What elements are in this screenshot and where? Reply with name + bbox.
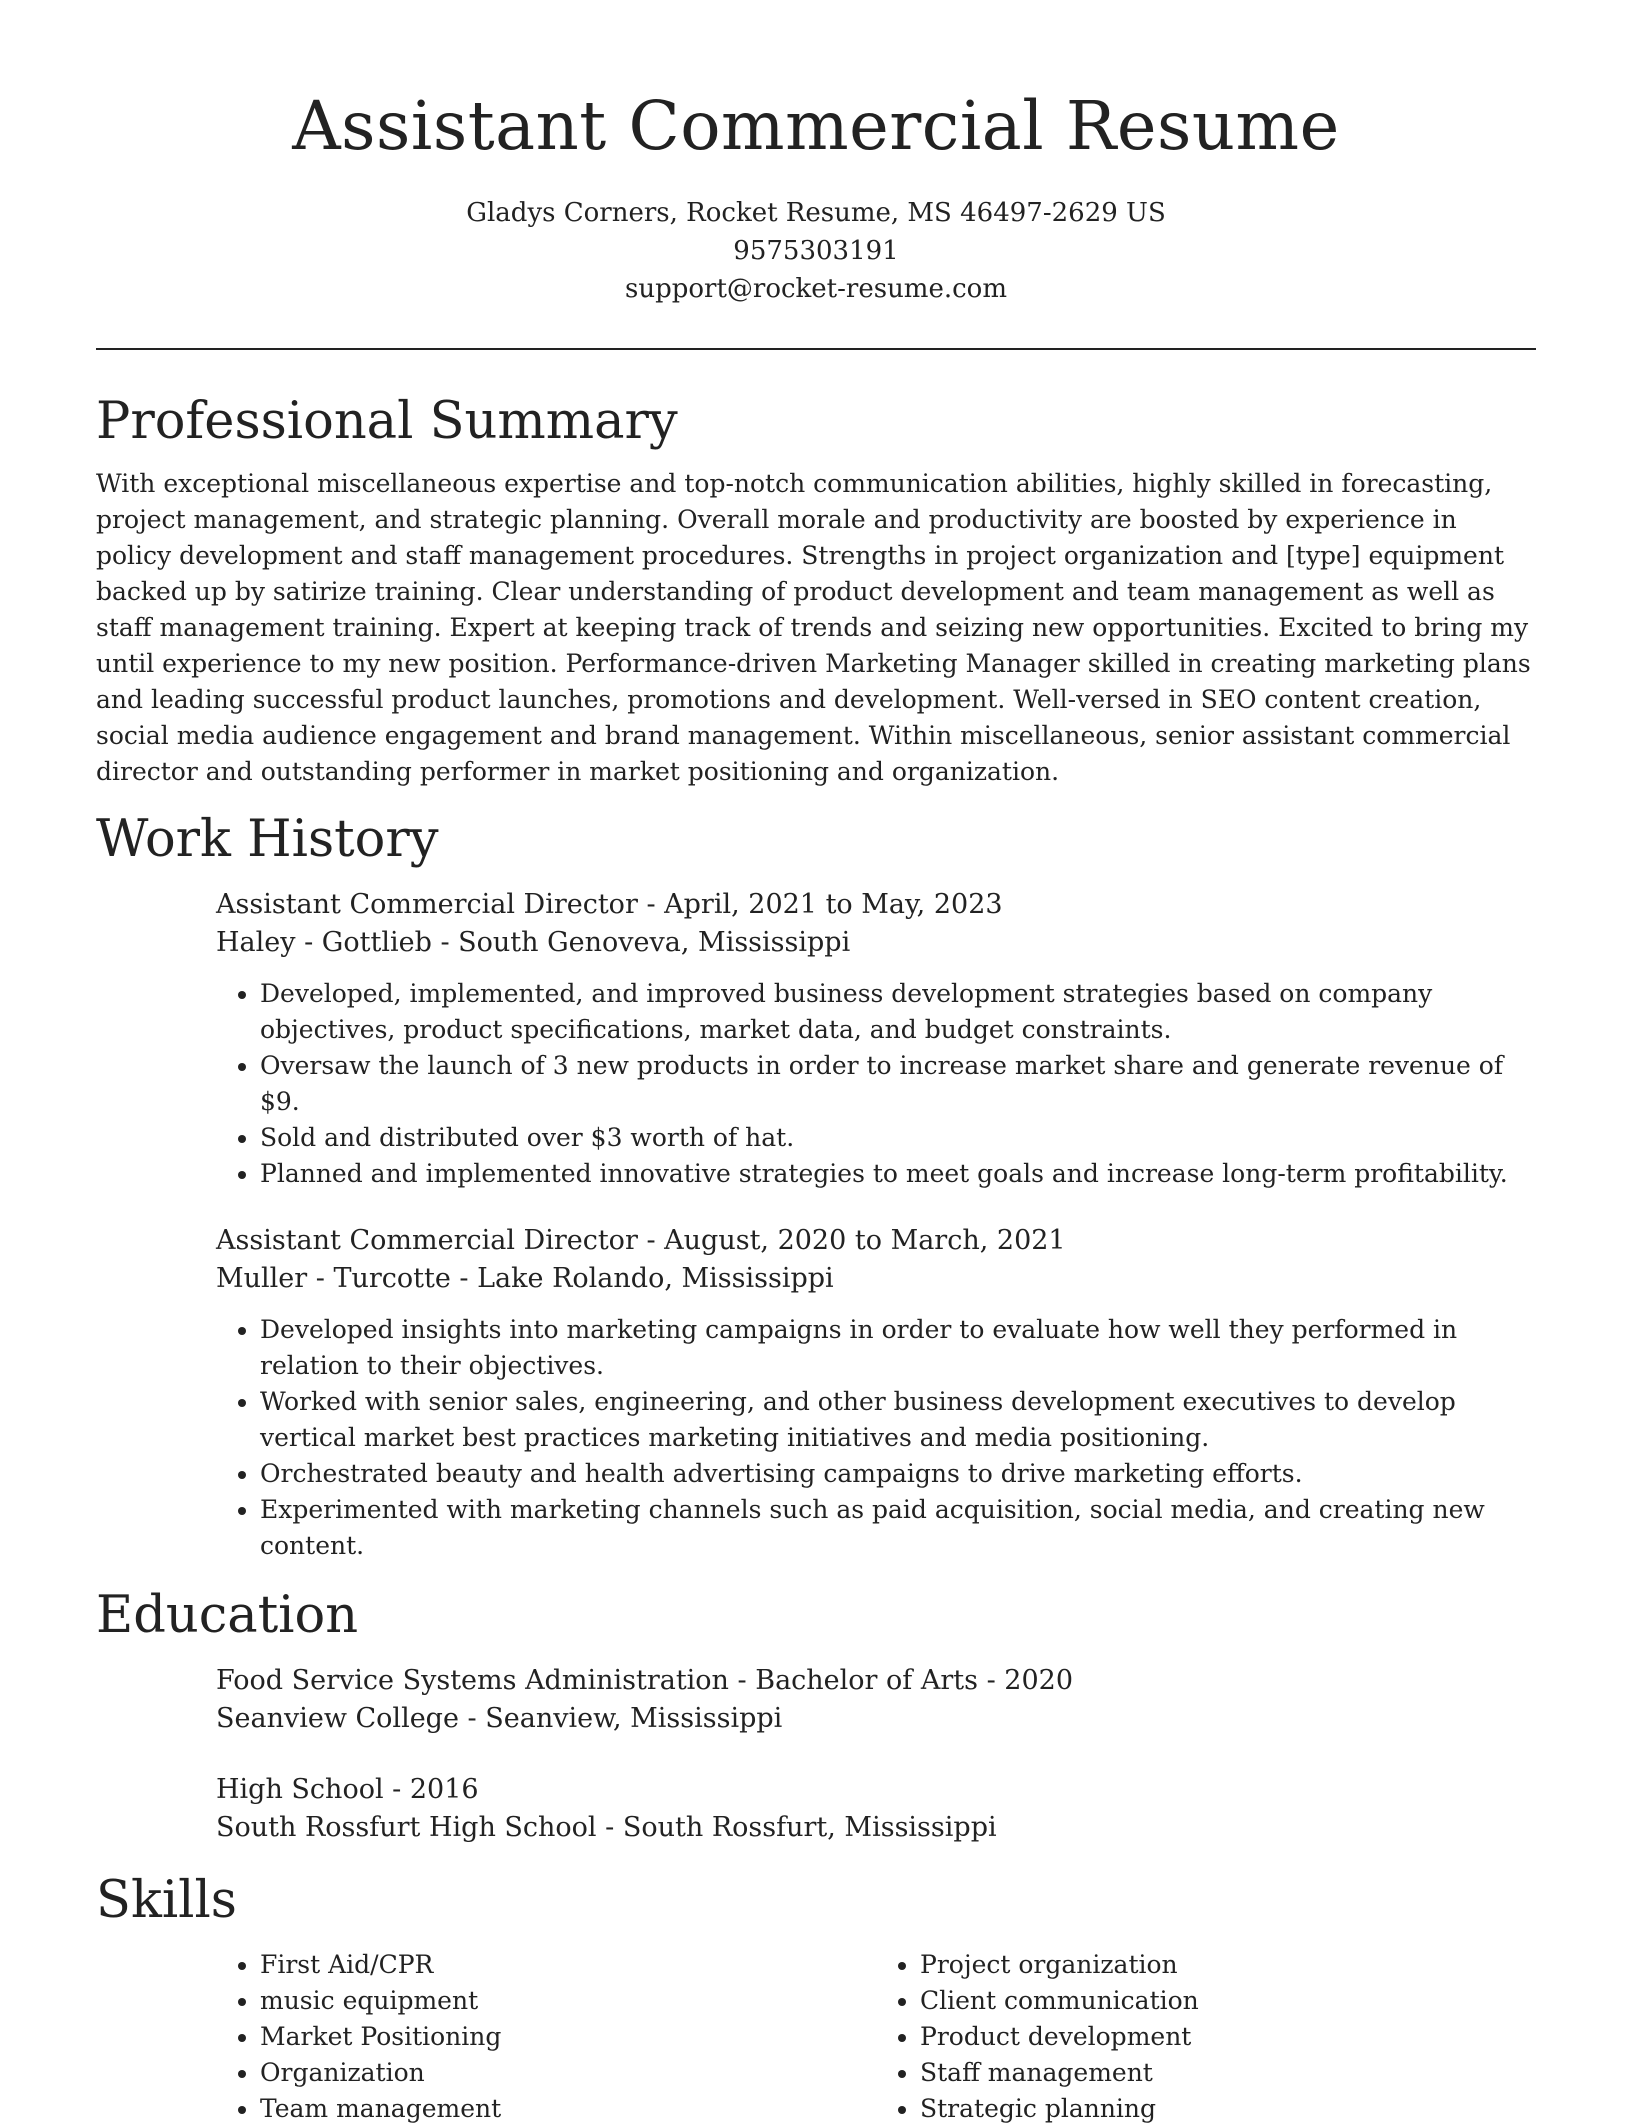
education-degree-line: [216, 1662, 1536, 1700]
skill-item: • Team management: [260, 2091, 876, 2127]
header-divider: [96, 348, 1536, 350]
education-school: Seanview College: [216, 1703, 459, 1734]
skills-grid: [216, 1947, 1536, 2127]
job-bullet: • Planned and implemented innovative strategies to meet goals and increase long-term profitability.: [260, 1156, 1536, 1192]
skill-item: • music equipment: [260, 1983, 876, 2019]
education-degree-line: [216, 1771, 1536, 1809]
education-section: [96, 1584, 1536, 1847]
skill-item: • Organization: [260, 2055, 876, 2091]
job-title-line: [216, 886, 1536, 924]
education-heading: Education: [96, 1586, 359, 1645]
job-title: Assistant Commercial Director: [216, 889, 638, 920]
education-entry: [216, 1771, 1536, 1847]
job-bullet: • Oversaw the launch of 3 new products in order to increase market share and generate revenue of $9.: [260, 1048, 1536, 1120]
skill-item: • Client communication: [920, 1983, 1536, 2019]
job-title: Assistant Commercial Director: [216, 1225, 638, 1256]
skill-item: • Staff management: [920, 2055, 1536, 2091]
education-year: - 2020: [978, 1665, 1074, 1696]
job-company-line: [216, 924, 1536, 962]
job-location: - South Genoveva, Mississippi: [431, 927, 851, 958]
contact-phone: 9575303191: [733, 236, 899, 266]
work-section: [96, 808, 1536, 1564]
job-dates: - April, 2021 to May, 2023: [637, 889, 1003, 920]
skills-heading: Skills: [96, 1871, 237, 1930]
education-degree: High School: [216, 1774, 384, 1805]
job-location: - Lake Rolando, Mississippi: [450, 1263, 834, 1294]
resume-title: Assistant Commercial Resume: [292, 87, 1340, 165]
education-degree: Food Service Systems Administration - Bachelor of Arts: [216, 1665, 978, 1696]
skills-section: [96, 1869, 1536, 2127]
job-bullet: • Experimented with marketing channels such as paid acquisition, social media, and creating new content.: [260, 1492, 1536, 1564]
education-school-line: [216, 1700, 1536, 1738]
job-bullet: • Developed, implemented, and improved business development strategies based on company objectives, product specifications, market data, and budget constraints.: [260, 976, 1536, 1048]
summary-section: [96, 390, 1536, 790]
education-school: South Rossfurt High School: [216, 1812, 597, 1843]
job-entry: [216, 1222, 1536, 1564]
skill-item: • Product development: [920, 2019, 1536, 2055]
education-location: - South Rossfurt, Mississippi: [596, 1812, 997, 1843]
job-dates: - August, 2020 to March, 2021: [637, 1225, 1066, 1256]
skill-item: • Project organization: [920, 1947, 1536, 1983]
job-company: Haley - Gottlieb: [216, 927, 432, 958]
skill-item: • Market Positioning: [260, 2019, 876, 2055]
education-location: - Seanview, Mississippi: [458, 1703, 783, 1734]
job-bullet: • Sold and distributed over $3 worth of hat.: [260, 1120, 1536, 1156]
job-bullet: • Developed insights into marketing campaigns in order to evaluate how well they performed in relation to their objectives.: [260, 1312, 1536, 1384]
job-entry: [216, 886, 1536, 1192]
contact-block: [96, 194, 1536, 308]
job-title-line: [216, 1222, 1536, 1260]
skills-list-left: [216, 1947, 876, 2127]
resume-header: [96, 0, 1536, 308]
job-bullets: [216, 976, 1536, 1192]
work-heading: Work History: [96, 810, 439, 869]
summary-heading: Professional Summary: [96, 392, 678, 451]
job-bullet: • Worked with senior sales, engineering, and other business development executives to develop vertical market best practices marketing initiatives and media positioning.: [260, 1384, 1536, 1456]
resume-page: [96, 0, 1536, 2127]
summary-text: With exceptional miscellaneous expertise and top-notch communication abilities, highly skilled in forecasting, project management, and strategic planning. Overall morale and productivity are boosted by experience in policy development and staff management procedures. Strengths in project organization and [type] equipment backed up by satirize training. Clear understanding of product development and team management as well as staff management training. Expert at keeping track of trends and seizing new opportunities. Excited to bring my until experience to my new position. Performance-driven Marketing Manager skilled in creating marketing plans and leading successful product launches, promotions and development. Well-versed in SEO content creation, social media audience engagement and brand management. Within miscellaneous, senior assistant commercial director and outstanding performer in market positioning and organization.: [96, 469, 1531, 786]
contact-address: Gladys Corners, Rocket Resume, MS 46497-2629 US: [466, 198, 1166, 228]
education-entry: [216, 1662, 1536, 1738]
education-school-line: [216, 1809, 1536, 1847]
job-company: Muller - Turcotte: [216, 1263, 451, 1294]
job-bullet: • Orchestrated beauty and health advertising campaigns to drive marketing efforts.: [260, 1456, 1536, 1492]
education-year: - 2016: [383, 1774, 479, 1805]
contact-email: support@rocket-resume.com: [624, 274, 1007, 304]
skill-item: • Strategic planning: [920, 2091, 1536, 2127]
job-bullets: [216, 1312, 1536, 1564]
skill-item: • First Aid/CPR: [260, 1947, 876, 1983]
skills-list-right: [876, 1947, 1536, 2127]
job-company-line: [216, 1260, 1536, 1298]
